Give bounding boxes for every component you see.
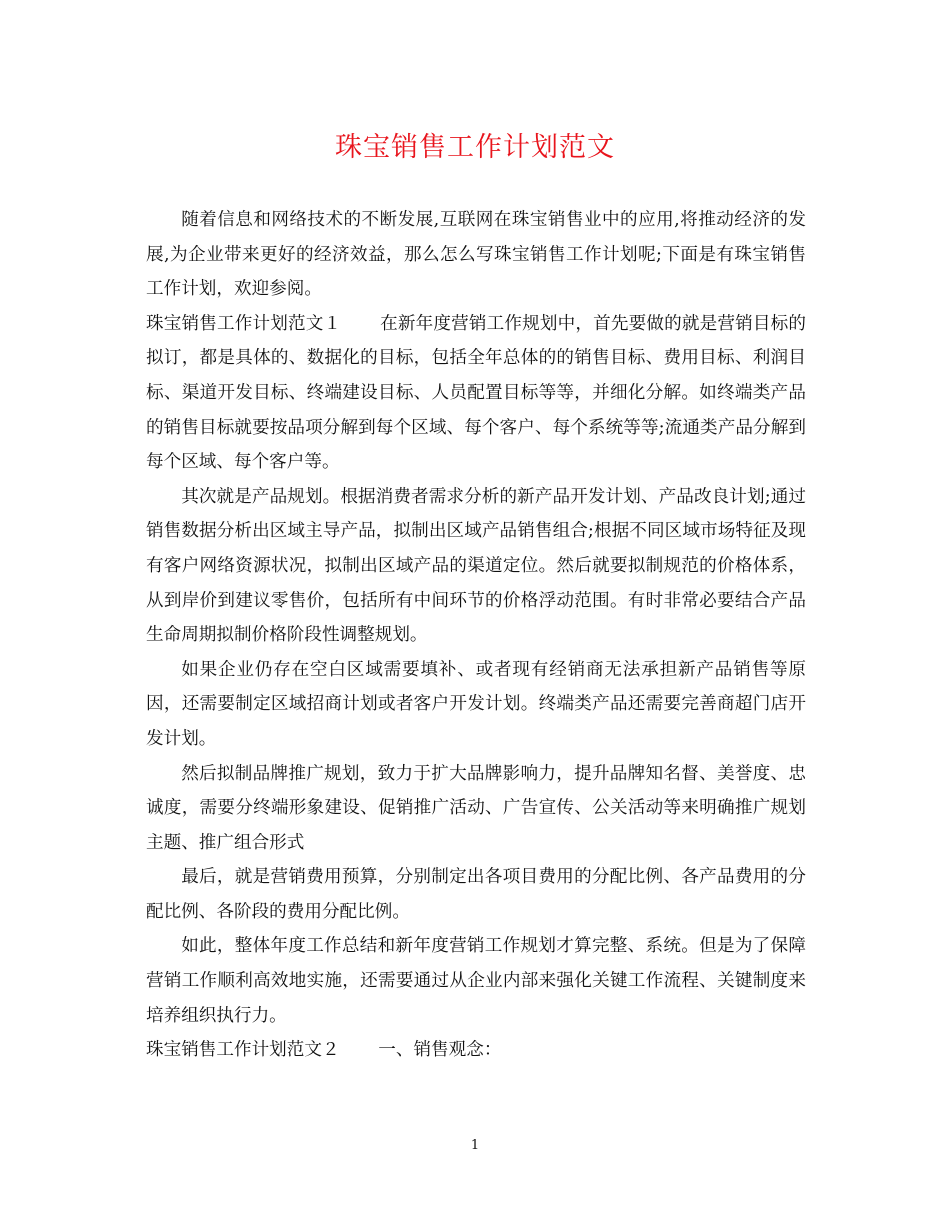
sample-2-text: 一、销售观念：	[378, 1040, 502, 1061]
paragraph-budget: 最后，就是营销费用预算，分别制定出各项目费用的分配比例、各产品费用的分配比例、各阶段的费用分配比例。	[146, 867, 806, 922]
paragraph-sample-1	[146, 307, 806, 480]
paragraph-summary: 如此，整体年度工作总结和新年度营销工作规划才算完整、系统。但是为了保障营销工作顺利高效地实施，还需要通过从企业内部来强化关键工作流程、关键制度来培养组织执行力。	[146, 936, 806, 1026]
sample-1-text: 在新年度营销工作规划中，首先要做的就是营销目标的拟订，都是具体的、数据化的目标，包括全年总体的的销售目标、费用目标、利润目标、渠道开发目标、终端建设目标、人员配置目标等等，并细化分解。如终端类产品的销售目标就要按品项分解到每个区域、每个客户、每个系统等等;流通类产品分解到每个区域、每个客户等。	[146, 313, 806, 473]
paragraph-sample-2	[146, 1033, 806, 1068]
page-number: 1	[470, 1138, 480, 1153]
paragraph-brand-promotion: 然后拟制品牌推广规划，致力于扩大品牌影响力，提升品牌知名督、美誉度、忠诚度，需要分终端形象建设、促销推广活动、广告宣传、公关活动等来明确推广规划主题、推广组合形式	[146, 763, 806, 853]
paragraph-intro: 随着信息和网络技术的不断发展,互联网在珠宝销售业中的应用,将推动经济的发展,为企业带来更好的经济效益，那么怎么写珠宝销售工作计划呢;下面是有珠宝销售工作计划，欢迎参阅。	[146, 210, 806, 300]
document-body	[146, 203, 806, 1068]
sample-2-label: 珠宝销售工作计划范文２	[146, 1040, 340, 1061]
paragraph-investment-plan: 如果企业仍存在空白区域需要填补、或者现有经销商无法承担新产品销售等原因，还需要制定区域招商计划或者客户开发计划。终端类产品还需要完善商超门店开发计划。	[146, 659, 806, 749]
sample-1-label: 珠宝销售工作计划范文１	[146, 313, 342, 334]
document-title: 珠宝销售工作计划范文	[335, 132, 615, 163]
paragraph-product-planning: 其次就是产品规划。根据消费者需求分析的新产品开发计划、产品改良计划;通过销售数据分析出区域主导产品，拟制出区域产品销售组合;根据不同区域市场特征及现有客户网络资源状况，拟制出区域产品的渠道定位。然后就要拟制规范的价格体系，从到岸价到建议零售价，包括所有中间环节的价格浮动范围。有时非常必要结合产品生命周期拟制价格阶段性调整规划。	[146, 486, 806, 646]
